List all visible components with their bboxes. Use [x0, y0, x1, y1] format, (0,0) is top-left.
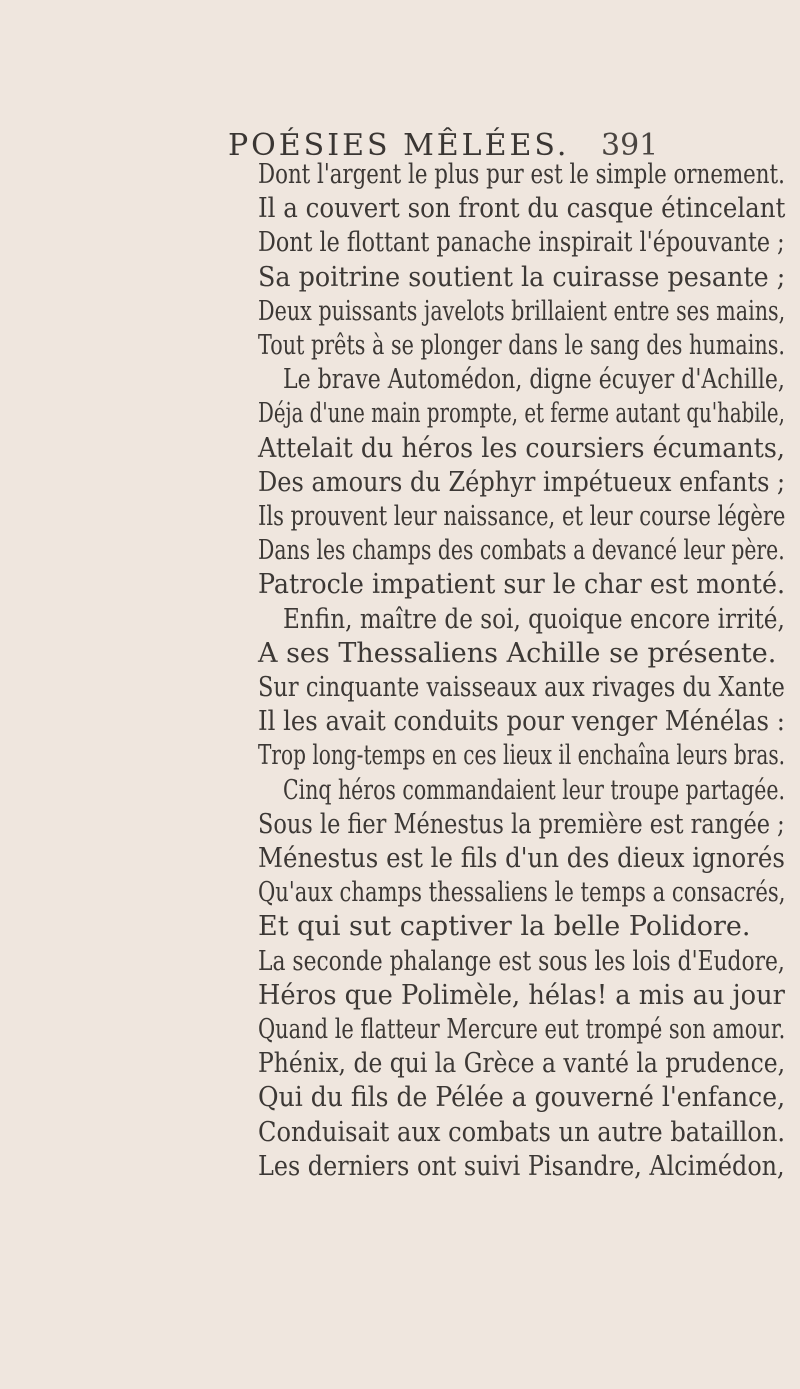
verse-line: Tout prêts à se plonger dans le sang des humains. — [258, 330, 785, 361]
verse-line: Patrocle impatient sur le char est monté. — [258, 569, 786, 601]
verse-line: Il les avait conduits pour venger Ménélas : — [258, 706, 785, 738]
verse-line: A ses Thessaliens Achille se présente. — [258, 637, 777, 669]
verse-line: Conduisait aux combats un autre bataillon. — [258, 1116, 786, 1148]
verse-line: Dont le flottant panache inspirait l'épouvante ; — [258, 227, 785, 259]
verse-line: Deux puissants javelots brillaient entre ses mains, — [258, 295, 786, 327]
verse-line: Cinq héros commandaient leur troupe partagée. — [283, 774, 785, 806]
verse-line: Dans les champs des combats a devancé leur père. — [258, 535, 785, 567]
verse-line: Il a couvert son front du casque étincelant — [258, 193, 786, 225]
verse-line: Ménestus est le fils d'un des dieux ignorés — [258, 843, 785, 874]
verse-line: Déja d'une main prompte, et ferme autant qu'habile, — [258, 398, 785, 430]
verse-line: Des amours du Zéphyr impétueux enfants ; — [258, 466, 786, 498]
verse-line: Qu'aux champs thessaliens le temps a consacrés, — [258, 877, 786, 909]
verse-line: Héros que Polimèle, hélas! a mis au jour — [258, 979, 785, 1011]
running-title: POÉSIES MÊLÉES. — [228, 128, 570, 163]
page-number: 391 — [601, 128, 659, 163]
verse-line: Sous le fier Ménestus la première est rangée ; — [258, 808, 785, 840]
verse-line: Trop long-temps en ces lieux il enchaîna leurs bras. — [258, 740, 786, 772]
verse-line: La seconde phalange est sous les lois d'Eudore, — [258, 945, 785, 977]
verse-line: Phénix, de qui la Grèce a vanté la prudence, — [258, 1048, 786, 1080]
verse-line: Enfin, maître de soi, quoique encore irrité, — [283, 603, 785, 635]
verse-line: Dont l'argent le plus pur est le simple ornement. — [258, 159, 785, 190]
verse-line: Quand le flatteur Mercure eut trompé son amour. — [258, 1014, 786, 1045]
verse-line: Le brave Automédon, digne écuyer d'Achille, — [283, 364, 785, 396]
verse-line: Les derniers ont suivi Pisandre, Alcimédon, — [258, 1150, 785, 1182]
verse-line: Et qui sut captiver la belle Polidore. — [258, 911, 751, 943]
verse-line: Ils prouvent leur naissance, et leur course légère — [258, 501, 786, 532]
verse-line: Sur cinquante vaisseaux aux rivages du Xante — [258, 672, 785, 703]
verse-line: Attelait du héros les coursiers écumants, — [258, 432, 785, 464]
verse-line: Sa poitrine soutient la cuirasse pesante ; — [258, 261, 786, 293]
verse-line: Qui du fils de Pélée a gouverné l'enfance, — [258, 1082, 786, 1114]
